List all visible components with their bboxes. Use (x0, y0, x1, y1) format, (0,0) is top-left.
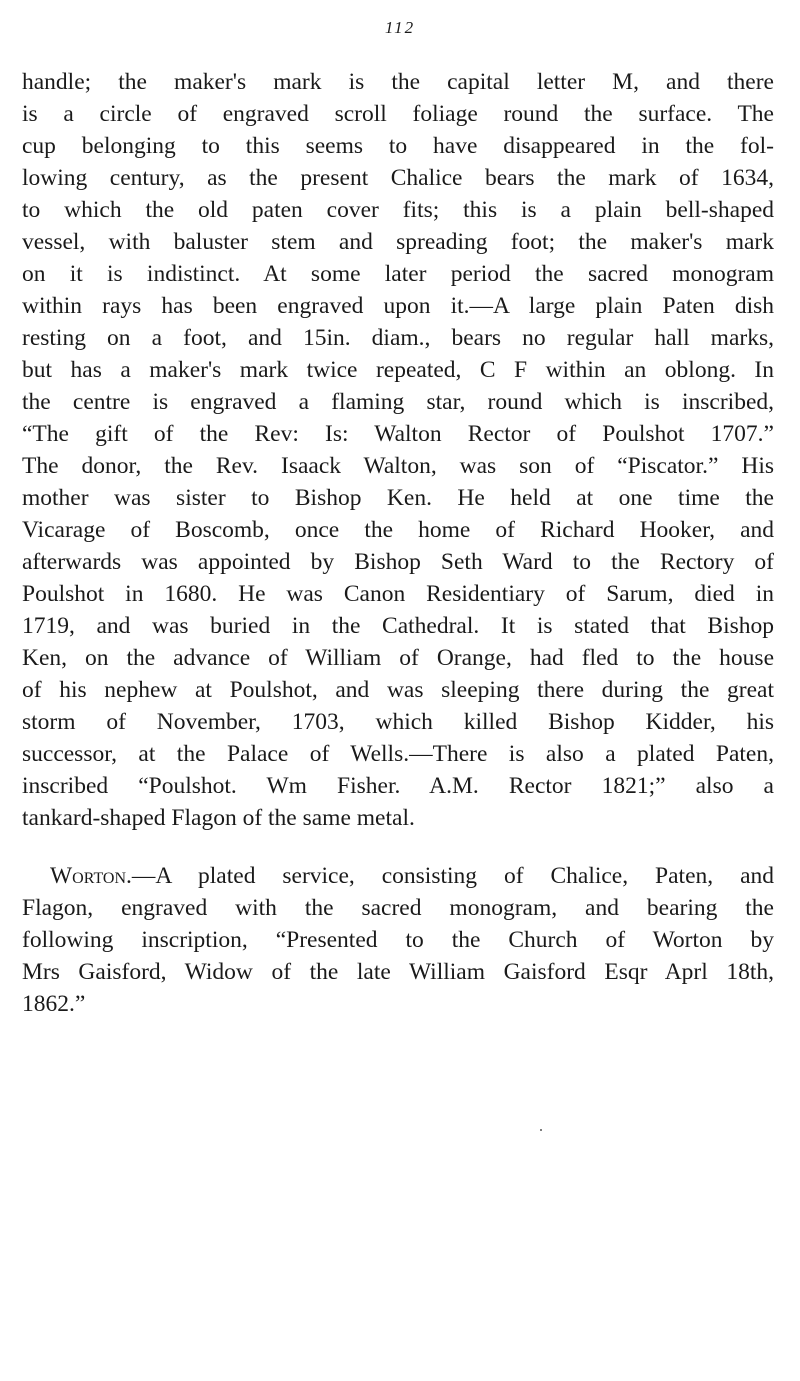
text-line: tankard-shaped Flagon of the same metal. (22, 805, 415, 831)
text-line: within rays has been engraved upon it.—A large plain Paten dish (22, 293, 774, 319)
text-line: Mrs Gaisford, Widow of the late William Gaisford Esqr Aprl 18th, (22, 959, 774, 985)
heading-continuation: —A plated service, consisting of Chalice, Paten, and (131, 863, 774, 889)
text-line: on it is indistinct. At some later period the sacred monogram (22, 261, 774, 287)
text-line: Poulshot in 1680. He was Canon Residentiary of Sarum, died in (22, 581, 774, 607)
text-line: vessel, with baluster stem and spreading foot; the maker's mark (22, 229, 774, 255)
text-line: is a circle of engraved scroll foliage round the surface. The (22, 101, 774, 127)
text-line: afterwards was appointed by Bishop Seth Ward to the Rectory of (22, 549, 774, 575)
section-heading: Worton. (50, 863, 132, 889)
text-line: “The gift of the Rev: Is: Walton Rector of Poulshot 1707.” (22, 421, 774, 447)
paragraph-poulshot (22, 66, 774, 834)
text-line: 1719, and was buried in the Cathedral. It is stated that Bishop (22, 613, 774, 639)
text-line: The donor, the Rev. Isaack Walton, was son of “Piscator.” His (22, 453, 774, 479)
text-line: Vicarage of Boscomb, once the home of Richard Hooker, and (22, 517, 774, 543)
text-line: following inscription, “Presented to the Church of Worton by (22, 927, 774, 953)
text-line: Flagon, engraved with the sacred monogram, and bearing the (22, 895, 774, 921)
text-line: handle; the maker's mark is the capital letter M, and there (22, 69, 774, 95)
text-line: resting on a foot, and 15in. diam., bears no regular hall marks, (22, 325, 774, 351)
page-number: 112 (384, 18, 416, 37)
text-line: 1862.” (22, 991, 86, 1017)
stray-mark (540, 1129, 542, 1131)
text-line: Ken, on the advance of William of Orange, had fled to the house (22, 645, 774, 671)
text-line: successor, at the Palace of Wells.—There is also a plated Paten, (22, 741, 774, 767)
text-line: to which the old paten cover fits; this is a plain bell-shaped (22, 197, 774, 223)
paragraph-worton (22, 860, 774, 1020)
text-line-first (22, 860, 774, 892)
text-line: inscribed “Poulshot. Wm Fisher. A.M. Rector 1821;” also a (22, 773, 774, 799)
text-line: but has a maker's mark twice repeated, C F within an oblong. In (22, 357, 774, 383)
text-line: storm of November, 1703, which killed Bishop Kidder, his (22, 709, 774, 735)
text-line: cup belonging to this seems to have disappeared in the fol- (22, 133, 774, 159)
text-line: of his nephew at Poulshot, and was sleeping there during the great (22, 677, 774, 703)
text-line: the centre is engraved a flaming star, round which is inscribed, (22, 389, 774, 415)
text-line: mother was sister to Bishop Ken. He held at one time the (22, 485, 774, 511)
text-line: lowing century, as the present Chalice bears the mark of 1634, (22, 165, 774, 191)
